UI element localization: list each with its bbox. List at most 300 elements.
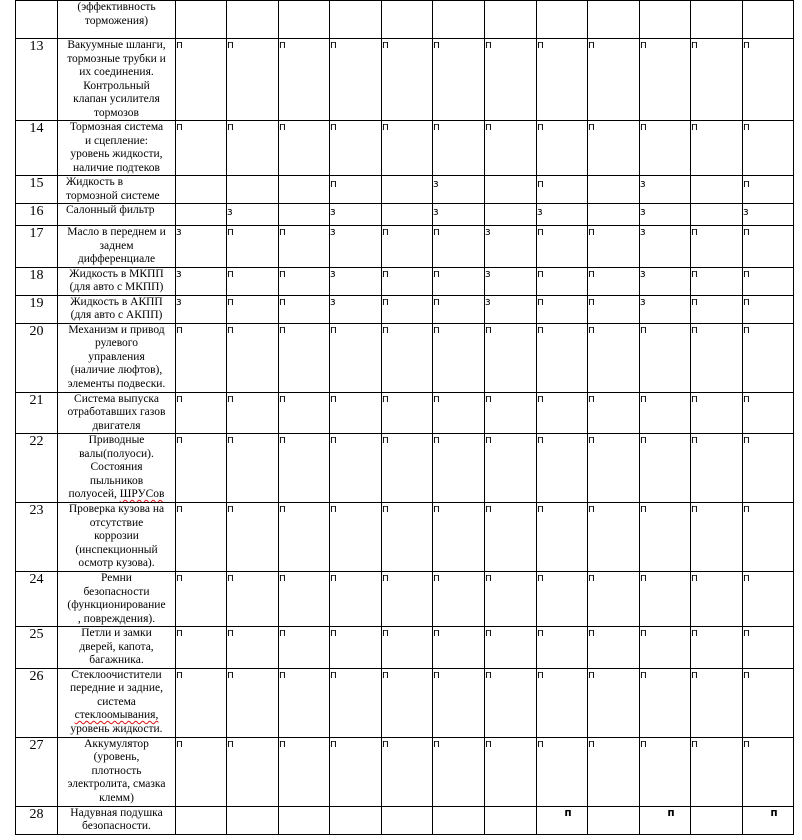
schedule-mark-cell bbox=[691, 1, 743, 39]
description-line: рулевого bbox=[95, 337, 138, 349]
table-row bbox=[16, 503, 794, 572]
schedule-mark-cell: п bbox=[330, 668, 382, 737]
table-row bbox=[16, 627, 794, 669]
description-line: (наличие люфтов), bbox=[70, 364, 163, 376]
description-line: багажника. bbox=[89, 654, 144, 666]
schedule-mark-cell: п bbox=[588, 39, 640, 121]
description-line: , повреждения). bbox=[77, 612, 156, 625]
table-row bbox=[16, 434, 794, 503]
schedule-mark-cell: п bbox=[382, 737, 433, 806]
table-row bbox=[16, 392, 794, 434]
schedule-mark-cell: п bbox=[485, 572, 537, 627]
schedule-mark-cell: п bbox=[382, 668, 433, 737]
schedule-mark-cell: п bbox=[382, 572, 433, 627]
description-line: дифференциале bbox=[77, 253, 156, 265]
schedule-mark-cell: п bbox=[743, 295, 794, 323]
schedule-mark-cell: п bbox=[433, 295, 485, 323]
description-line: плотность bbox=[91, 764, 142, 777]
schedule-mark-cell: п bbox=[640, 627, 691, 669]
schedule-mark-cell bbox=[382, 176, 433, 204]
schedule-mark-cell: п bbox=[176, 668, 227, 737]
schedule-mark-cell: п bbox=[485, 392, 537, 434]
description-line: Петли и замки bbox=[81, 627, 152, 639]
schedule-mark-cell: п bbox=[537, 627, 588, 669]
schedule-mark-cell: п bbox=[691, 668, 743, 737]
description-line: стеклоомывания, bbox=[74, 709, 159, 721]
schedule-mark-cell: з bbox=[330, 204, 382, 226]
description-line: заднем bbox=[99, 239, 134, 252]
schedule-mark-cell: з bbox=[433, 204, 485, 226]
description-line: безопасности. bbox=[82, 820, 151, 832]
description-line: Приводные bbox=[88, 434, 145, 446]
description-line: Тормозная система bbox=[69, 121, 164, 133]
description-line: управления bbox=[88, 350, 145, 363]
schedule-mark-cell: п bbox=[691, 39, 743, 121]
table-row bbox=[16, 226, 794, 268]
row-number: 20 bbox=[16, 323, 58, 392]
row-number: 13 bbox=[16, 39, 58, 121]
schedule-mark-cell: п bbox=[743, 434, 794, 503]
row-number: 14 bbox=[16, 121, 58, 176]
row-description bbox=[58, 226, 176, 268]
schedule-mark-cell: п bbox=[743, 392, 794, 434]
schedule-mark-cell: п bbox=[227, 121, 279, 176]
schedule-mark-cell bbox=[485, 176, 537, 204]
schedule-mark-cell: п bbox=[588, 737, 640, 806]
schedule-mark-cell: п bbox=[176, 572, 227, 627]
schedule-mark-cell bbox=[485, 806, 537, 834]
schedule-mark-cell: п bbox=[485, 737, 537, 806]
schedule-mark-cell: п bbox=[279, 295, 330, 323]
schedule-mark-cell bbox=[485, 1, 537, 39]
schedule-mark-cell: п bbox=[433, 627, 485, 669]
table-row bbox=[16, 1, 794, 39]
description-line: полуосей, bbox=[68, 488, 120, 500]
schedule-mark-cell: п bbox=[227, 392, 279, 434]
schedule-mark-cell: п bbox=[279, 737, 330, 806]
schedule-mark-cell: п bbox=[330, 434, 382, 503]
table-row bbox=[16, 737, 794, 806]
schedule-mark-cell: п bbox=[537, 267, 588, 295]
schedule-mark-cell: п bbox=[640, 668, 691, 737]
schedule-mark-cell: п bbox=[279, 323, 330, 392]
row-number: 26 bbox=[16, 668, 58, 737]
schedule-mark-cell: п bbox=[743, 323, 794, 392]
schedule-mark-cell: п bbox=[382, 39, 433, 121]
schedule-mark-cell: п bbox=[279, 226, 330, 268]
description-line: наличие подтеков bbox=[73, 161, 160, 174]
table-row bbox=[16, 295, 794, 323]
schedule-mark-cell: п bbox=[433, 323, 485, 392]
schedule-mark-cell bbox=[588, 806, 640, 834]
schedule-mark-cell bbox=[227, 1, 279, 39]
schedule-mark-cell: п bbox=[588, 627, 640, 669]
schedule-mark-cell bbox=[433, 806, 485, 834]
schedule-mark-cell: п bbox=[485, 121, 537, 176]
schedule-mark-cell: п bbox=[176, 39, 227, 121]
schedule-mark-cell bbox=[227, 176, 279, 204]
schedule-mark-cell: п bbox=[743, 226, 794, 268]
table-row bbox=[16, 121, 794, 176]
schedule-mark-cell: п bbox=[743, 668, 794, 737]
schedule-mark-cell: п bbox=[485, 668, 537, 737]
schedule-mark-cell bbox=[382, 806, 433, 834]
description-line: безопасности bbox=[83, 585, 150, 598]
schedule-mark-cell: п bbox=[537, 668, 588, 737]
schedule-mark-cell: п bbox=[330, 627, 382, 669]
schedule-mark-cell: п bbox=[382, 392, 433, 434]
row-description bbox=[58, 503, 176, 572]
schedule-mark-cell: п bbox=[640, 572, 691, 627]
schedule-mark-cell: п bbox=[640, 737, 691, 806]
schedule-mark-cell bbox=[433, 1, 485, 39]
schedule-mark-cell: п bbox=[279, 434, 330, 503]
schedule-mark-cell: п bbox=[537, 434, 588, 503]
description-line: клапан усилителя bbox=[73, 93, 160, 105]
description-line: торможения) bbox=[84, 14, 149, 27]
schedule-mark-cell: п bbox=[176, 503, 227, 572]
schedule-mark-cell: п bbox=[691, 323, 743, 392]
schedule-mark-cell bbox=[227, 806, 279, 834]
row-description bbox=[58, 295, 176, 323]
schedule-mark-cell: п bbox=[537, 39, 588, 121]
description-line: коррозии bbox=[94, 530, 139, 542]
description-line: (эффективность bbox=[77, 1, 156, 13]
description-line: Салонный фильтр bbox=[66, 204, 155, 216]
schedule-mark-cell bbox=[279, 806, 330, 834]
schedule-mark-cell: п bbox=[279, 121, 330, 176]
schedule-mark-cell: п bbox=[433, 39, 485, 121]
schedule-mark-cell: п bbox=[640, 503, 691, 572]
row-number: 22 bbox=[16, 434, 58, 503]
schedule-mark-cell: п bbox=[279, 572, 330, 627]
row-number: 21 bbox=[16, 392, 58, 434]
schedule-mark-cell bbox=[279, 1, 330, 39]
schedule-mark-cell: п bbox=[537, 737, 588, 806]
description-line: уровень жидкости, bbox=[70, 148, 163, 160]
schedule-mark-cell: п bbox=[382, 121, 433, 176]
schedule-mark-cell: п bbox=[485, 434, 537, 503]
description-line: электролита, смазка bbox=[67, 778, 166, 790]
schedule-mark-cell: п bbox=[640, 434, 691, 503]
description-line: ШРУСов bbox=[119, 488, 165, 500]
row-number: 28 bbox=[16, 806, 58, 834]
schedule-mark-cell: п bbox=[433, 392, 485, 434]
row-description bbox=[58, 434, 176, 503]
row-number: 27 bbox=[16, 737, 58, 806]
description-line: (функционирование bbox=[67, 599, 166, 611]
schedule-mark-cell: п bbox=[640, 121, 691, 176]
schedule-mark-cell bbox=[330, 806, 382, 834]
schedule-mark-cell bbox=[279, 176, 330, 204]
schedule-mark-cell: п bbox=[227, 39, 279, 121]
row-description bbox=[58, 323, 176, 392]
description-line: Вакуумные шланги, bbox=[67, 39, 166, 51]
schedule-mark-cell: п bbox=[743, 806, 794, 834]
row-number: 16 bbox=[16, 204, 58, 226]
schedule-mark-cell: п bbox=[279, 267, 330, 295]
row-number: 18 bbox=[16, 267, 58, 295]
description-line: их соединения. bbox=[79, 66, 154, 78]
schedule-mark-cell: п bbox=[227, 668, 279, 737]
schedule-mark-cell: п bbox=[691, 572, 743, 627]
schedule-mark-cell: п bbox=[588, 226, 640, 268]
schedule-mark-cell: п bbox=[588, 434, 640, 503]
row-description bbox=[58, 204, 176, 226]
schedule-mark-cell: п bbox=[588, 323, 640, 392]
description-line: пыльников bbox=[89, 474, 144, 487]
schedule-mark-cell: п bbox=[176, 392, 227, 434]
schedule-mark-cell: п bbox=[176, 323, 227, 392]
schedule-mark-cell: з bbox=[485, 295, 537, 323]
schedule-mark-cell bbox=[382, 204, 433, 226]
schedule-mark-cell: п bbox=[588, 121, 640, 176]
schedule-mark-cell: п bbox=[433, 226, 485, 268]
schedule-mark-cell: п bbox=[691, 503, 743, 572]
schedule-mark-cell bbox=[588, 1, 640, 39]
row-description bbox=[58, 267, 176, 295]
schedule-mark-cell: п bbox=[588, 668, 640, 737]
schedule-mark-cell: п bbox=[537, 806, 588, 834]
row-number: 25 bbox=[16, 627, 58, 669]
schedule-mark-cell bbox=[691, 176, 743, 204]
schedule-mark-cell: п bbox=[537, 176, 588, 204]
schedule-mark-cell bbox=[691, 806, 743, 834]
description-line: Контрольный bbox=[83, 79, 150, 92]
schedule-mark-cell: п bbox=[743, 267, 794, 295]
maintenance-schedule-table bbox=[15, 0, 794, 835]
schedule-mark-cell bbox=[382, 1, 433, 39]
description-line: валы(полуоси). bbox=[79, 447, 154, 460]
schedule-mark-cell: з bbox=[176, 226, 227, 268]
description-line: отсутствие bbox=[89, 516, 144, 529]
schedule-mark-cell: п bbox=[330, 323, 382, 392]
description-line: тормозной системе bbox=[66, 189, 160, 202]
schedule-mark-cell: п bbox=[382, 503, 433, 572]
table-row bbox=[16, 204, 794, 226]
description-line: Ремни bbox=[101, 572, 132, 584]
schedule-mark-cell: з bbox=[537, 204, 588, 226]
schedule-mark-cell: п bbox=[382, 295, 433, 323]
schedule-mark-cell bbox=[176, 204, 227, 226]
row-description bbox=[58, 121, 176, 176]
schedule-mark-cell: п bbox=[382, 226, 433, 268]
schedule-mark-cell: п bbox=[176, 434, 227, 503]
schedule-mark-cell: з bbox=[330, 226, 382, 268]
schedule-mark-cell: п bbox=[691, 434, 743, 503]
schedule-mark-cell: п bbox=[537, 323, 588, 392]
schedule-mark-cell: п bbox=[382, 627, 433, 669]
schedule-mark-cell: п bbox=[227, 323, 279, 392]
schedule-mark-cell: п bbox=[640, 323, 691, 392]
schedule-mark-cell: з bbox=[330, 295, 382, 323]
schedule-mark-cell bbox=[588, 204, 640, 226]
table-row bbox=[16, 176, 794, 204]
schedule-mark-cell: п bbox=[485, 323, 537, 392]
description-line: система bbox=[97, 695, 136, 708]
schedule-mark-cell: п bbox=[433, 503, 485, 572]
row-number: 23 bbox=[16, 503, 58, 572]
schedule-mark-cell: з bbox=[640, 295, 691, 323]
schedule-mark-cell: п bbox=[691, 295, 743, 323]
description-line: тормозов bbox=[94, 106, 139, 119]
description-line: элементы подвески. bbox=[67, 377, 166, 390]
row-description bbox=[58, 627, 176, 669]
schedule-mark-cell: п bbox=[176, 627, 227, 669]
schedule-mark-cell: п bbox=[227, 737, 279, 806]
schedule-mark-cell: п bbox=[640, 392, 691, 434]
schedule-mark-cell: п bbox=[485, 39, 537, 121]
description-line: передние и задние, bbox=[70, 682, 163, 694]
schedule-mark-cell: п bbox=[279, 39, 330, 121]
description-line: Жидкость в АКПП bbox=[70, 295, 163, 308]
schedule-mark-cell: з bbox=[743, 204, 794, 226]
schedule-mark-cell: п bbox=[743, 39, 794, 121]
schedule-mark-cell: п bbox=[279, 392, 330, 434]
schedule-mark-cell: п bbox=[743, 121, 794, 176]
schedule-mark-cell: п bbox=[588, 392, 640, 434]
schedule-mark-cell: п bbox=[588, 503, 640, 572]
schedule-mark-cell bbox=[279, 204, 330, 226]
schedule-mark-cell: п bbox=[279, 503, 330, 572]
description-line: Механизм и привод bbox=[68, 323, 165, 336]
schedule-mark-cell: п bbox=[743, 503, 794, 572]
schedule-mark-cell: п bbox=[176, 737, 227, 806]
description-line: Система выпуска bbox=[74, 392, 159, 405]
schedule-mark-cell: п bbox=[279, 627, 330, 669]
row-number: 17 bbox=[16, 226, 58, 268]
schedule-mark-cell: п bbox=[227, 267, 279, 295]
description-line: и сцепление: bbox=[85, 134, 148, 147]
schedule-mark-cell: з bbox=[176, 295, 227, 323]
schedule-mark-cell: п bbox=[691, 737, 743, 806]
schedule-mark-cell: п bbox=[485, 627, 537, 669]
row-description bbox=[58, 39, 176, 121]
schedule-mark-cell: з bbox=[176, 267, 227, 295]
schedule-mark-cell: п bbox=[330, 737, 382, 806]
description-line: (для авто с МКПП) bbox=[69, 281, 164, 293]
schedule-mark-cell: з bbox=[640, 226, 691, 268]
table-row bbox=[16, 39, 794, 121]
schedule-mark-cell: п bbox=[227, 572, 279, 627]
schedule-mark-cell: п bbox=[743, 737, 794, 806]
table-row bbox=[16, 806, 794, 834]
table-row bbox=[16, 572, 794, 627]
description-line: (уровень, bbox=[93, 751, 140, 763]
schedule-mark-cell: з bbox=[640, 176, 691, 204]
schedule-mark-cell: п bbox=[640, 806, 691, 834]
description-line: осмотр кузова). bbox=[78, 557, 155, 569]
description-line: (для авто с АКПП) bbox=[70, 309, 163, 321]
schedule-mark-cell: п bbox=[382, 434, 433, 503]
description-line: Масло в переднем и bbox=[67, 226, 166, 238]
schedule-mark-cell: з bbox=[330, 267, 382, 295]
schedule-mark-cell: п bbox=[227, 295, 279, 323]
table-body bbox=[16, 1, 794, 835]
row-description bbox=[58, 737, 176, 806]
schedule-mark-cell bbox=[588, 176, 640, 204]
schedule-mark-cell: п bbox=[330, 121, 382, 176]
description-line: Аккумулятор bbox=[84, 737, 149, 750]
schedule-mark-cell: п bbox=[176, 121, 227, 176]
description-line: Состояния bbox=[90, 461, 143, 473]
schedule-mark-cell: п bbox=[537, 295, 588, 323]
schedule-mark-cell: п bbox=[640, 39, 691, 121]
schedule-mark-cell: п bbox=[227, 627, 279, 669]
schedule-mark-cell bbox=[537, 1, 588, 39]
schedule-mark-cell: п bbox=[227, 226, 279, 268]
schedule-mark-cell bbox=[176, 1, 227, 39]
schedule-mark-cell: з bbox=[485, 226, 537, 268]
schedule-mark-cell: п bbox=[588, 572, 640, 627]
schedule-mark-cell: п bbox=[588, 295, 640, 323]
table-row bbox=[16, 668, 794, 737]
schedule-mark-cell: п bbox=[691, 267, 743, 295]
schedule-mark-cell: п bbox=[433, 668, 485, 737]
schedule-mark-cell: п bbox=[330, 39, 382, 121]
description-line: клемм) bbox=[99, 791, 134, 804]
schedule-mark-cell: п bbox=[691, 627, 743, 669]
schedule-mark-cell bbox=[176, 806, 227, 834]
row-number: 19 bbox=[16, 295, 58, 323]
description-line: дверей, капота, bbox=[79, 640, 154, 653]
schedule-mark-cell: з bbox=[485, 267, 537, 295]
table-row bbox=[16, 267, 794, 295]
schedule-mark-cell bbox=[176, 176, 227, 204]
description-line: двигателя bbox=[92, 419, 141, 432]
row-description bbox=[58, 1, 176, 39]
row-description bbox=[58, 572, 176, 627]
schedule-mark-cell: п bbox=[382, 323, 433, 392]
description-line: Стеклоочистители bbox=[71, 668, 162, 681]
schedule-mark-cell: п bbox=[330, 176, 382, 204]
schedule-mark-cell: п bbox=[588, 267, 640, 295]
schedule-mark-cell: п bbox=[227, 434, 279, 503]
schedule-mark-cell: п bbox=[433, 434, 485, 503]
schedule-mark-cell: п bbox=[537, 226, 588, 268]
schedule-mark-cell: п bbox=[330, 392, 382, 434]
schedule-mark-cell: п bbox=[691, 226, 743, 268]
schedule-mark-cell: з bbox=[227, 204, 279, 226]
schedule-mark-cell bbox=[691, 204, 743, 226]
description-line: Надувная подушка bbox=[70, 806, 163, 819]
schedule-mark-cell: п bbox=[743, 176, 794, 204]
row-description bbox=[58, 668, 176, 737]
schedule-mark-cell: п bbox=[279, 668, 330, 737]
schedule-mark-cell: п bbox=[537, 392, 588, 434]
schedule-mark-cell: п bbox=[330, 503, 382, 572]
schedule-mark-cell: п bbox=[330, 572, 382, 627]
schedule-mark-cell: п bbox=[537, 503, 588, 572]
schedule-mark-cell: п bbox=[743, 627, 794, 669]
schedule-mark-cell bbox=[485, 204, 537, 226]
description-line: тормозные трубки и bbox=[67, 52, 166, 65]
description-line: уровень жидкости. bbox=[70, 722, 163, 735]
schedule-mark-cell: з bbox=[640, 204, 691, 226]
table-row bbox=[16, 323, 794, 392]
row-number: 24 bbox=[16, 572, 58, 627]
description-line: Жидкость в МКПП bbox=[69, 267, 164, 280]
schedule-mark-cell: п bbox=[485, 503, 537, 572]
schedule-mark-cell: п bbox=[691, 121, 743, 176]
description-line: Проверка кузова на bbox=[68, 503, 165, 515]
description-line: отработавших газов bbox=[67, 406, 166, 418]
schedule-mark-cell bbox=[743, 1, 794, 39]
schedule-mark-cell: з bbox=[433, 176, 485, 204]
schedule-mark-cell: п bbox=[537, 121, 588, 176]
row-number: 15 bbox=[16, 176, 58, 204]
schedule-mark-cell: п bbox=[227, 503, 279, 572]
